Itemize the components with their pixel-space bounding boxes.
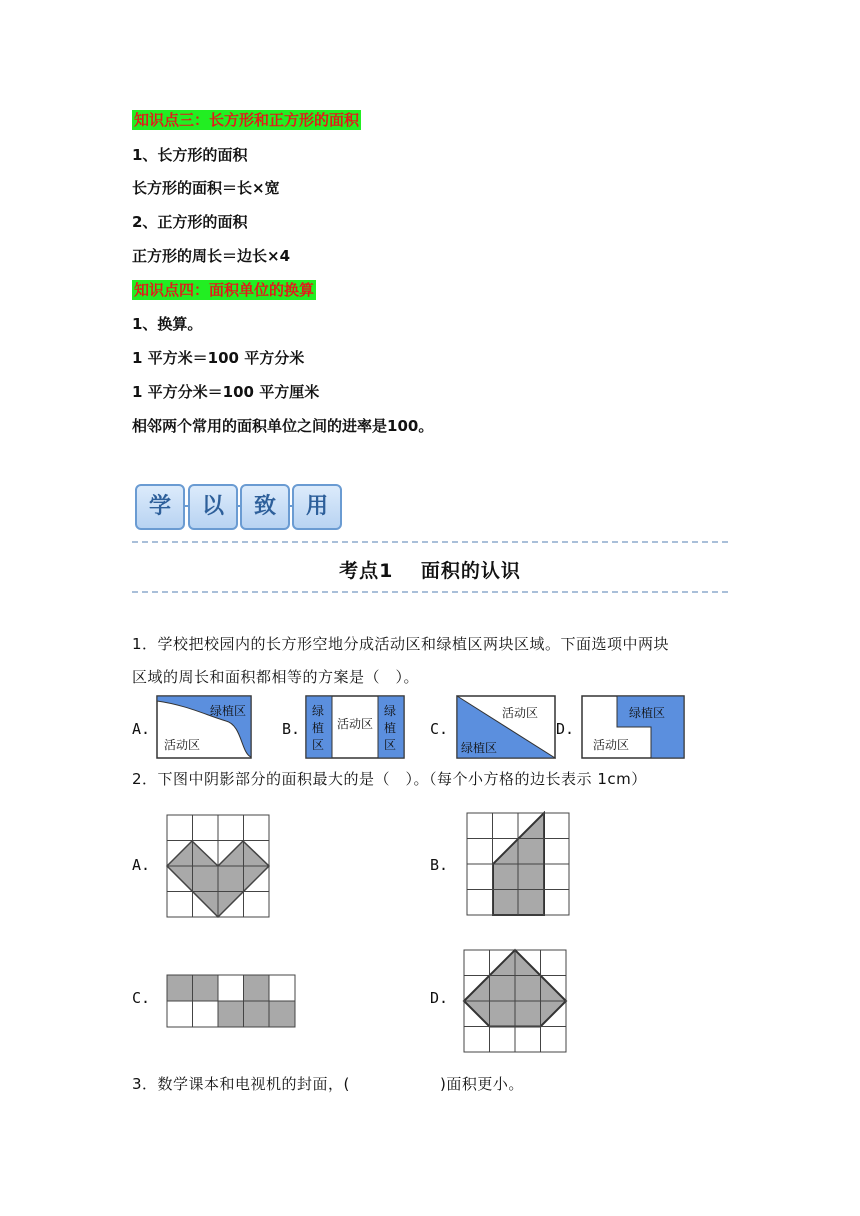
q1-line2: 区域的周长和面积都相等的方案是（ ）。 — [132, 668, 420, 686]
q1-option-d-label[interactable]: D. — [556, 720, 575, 738]
kp3-title: 知识点三：长方形和正方形的面积 — [134, 111, 360, 129]
banner-tile: 用 — [292, 484, 342, 530]
q1-a-activity-label: 活动区 — [164, 738, 201, 752]
kp3-line1: 1、长方形的面积 — [132, 146, 248, 164]
q1-a-green-label: 绿植区 — [210, 704, 247, 718]
q2-option-c-label[interactable]: C. — [132, 989, 151, 1007]
svg-text:活动区: 活动区 — [593, 738, 630, 752]
kp4-line4: 相邻两个常用的面积单位之间的进率是100。 — [132, 417, 434, 435]
q1-line1: 1．学校把校园内的长方形空地分成活动区和绿植区两块区域。下面选项中两块 — [132, 635, 670, 653]
kp3-line3: 2、正方形的面积 — [132, 213, 248, 231]
kp3-line4: 正方形的周长＝边长×4 — [132, 247, 291, 265]
q2-option-b-label[interactable]: B. — [430, 856, 449, 874]
svg-text:活动区: 活动区 — [502, 706, 539, 720]
svg-text:区: 区 — [384, 738, 397, 752]
kp4-line1: 1、换算。 — [132, 315, 203, 333]
svg-text:活动区: 活动区 — [337, 717, 374, 731]
kp4-line2: 1 平方米＝100 平方分米 — [132, 349, 305, 367]
kp4-line3: 1 平方分米＝100 平方厘米 — [132, 383, 320, 401]
divider-top — [132, 541, 728, 543]
q2-option-d-label[interactable]: D. — [430, 989, 449, 1007]
svg-text:植: 植 — [384, 721, 397, 735]
svg-text:绿: 绿 — [384, 704, 397, 718]
q2-option-c-grid[interactable] — [165, 973, 297, 1029]
q1-option-c-figure[interactable] — [456, 695, 556, 759]
q2-line: 2．下图中阴影部分的面积最大的是（ ）。（每个小方格的边长表示 1cm） — [132, 770, 647, 788]
q2-option-a-grid[interactable] — [165, 813, 271, 919]
q1-option-a-figure[interactable] — [156, 695, 252, 759]
svg-text:区: 区 — [312, 738, 325, 752]
svg-text:绿: 绿 — [312, 704, 325, 718]
banner-tile: 学 — [135, 484, 185, 530]
section-heading: 考点1 面积的认识 — [339, 560, 521, 582]
q3-line-start: 3．数学课本和电视机的封面，( — [132, 1075, 350, 1093]
svg-text:绿植区: 绿植区 — [629, 706, 666, 720]
q3-line-end: )面积更小。 — [440, 1075, 524, 1093]
q1-option-a-label[interactable]: A. — [132, 720, 151, 738]
q1-option-d-figure[interactable] — [581, 695, 685, 759]
q1-option-c-label[interactable]: C. — [430, 720, 449, 738]
q2-option-b-grid[interactable] — [465, 811, 571, 917]
svg-text:绿植区: 绿植区 — [461, 741, 498, 755]
q2-option-d-grid[interactable] — [462, 948, 568, 1054]
divider-bottom — [132, 591, 728, 593]
banner-tile: 以 — [188, 484, 238, 530]
banner-tile: 致 — [240, 484, 290, 530]
kp4-title: 知识点四：面积单位的换算 — [134, 281, 315, 299]
q1-option-b-figure[interactable] — [305, 695, 405, 759]
q2-option-a-label[interactable]: A. — [132, 856, 151, 874]
svg-text:植: 植 — [312, 721, 325, 735]
kp3-line2: 长方形的面积＝长×宽 — [132, 179, 280, 197]
q1-option-b-label[interactable]: B. — [282, 720, 301, 738]
